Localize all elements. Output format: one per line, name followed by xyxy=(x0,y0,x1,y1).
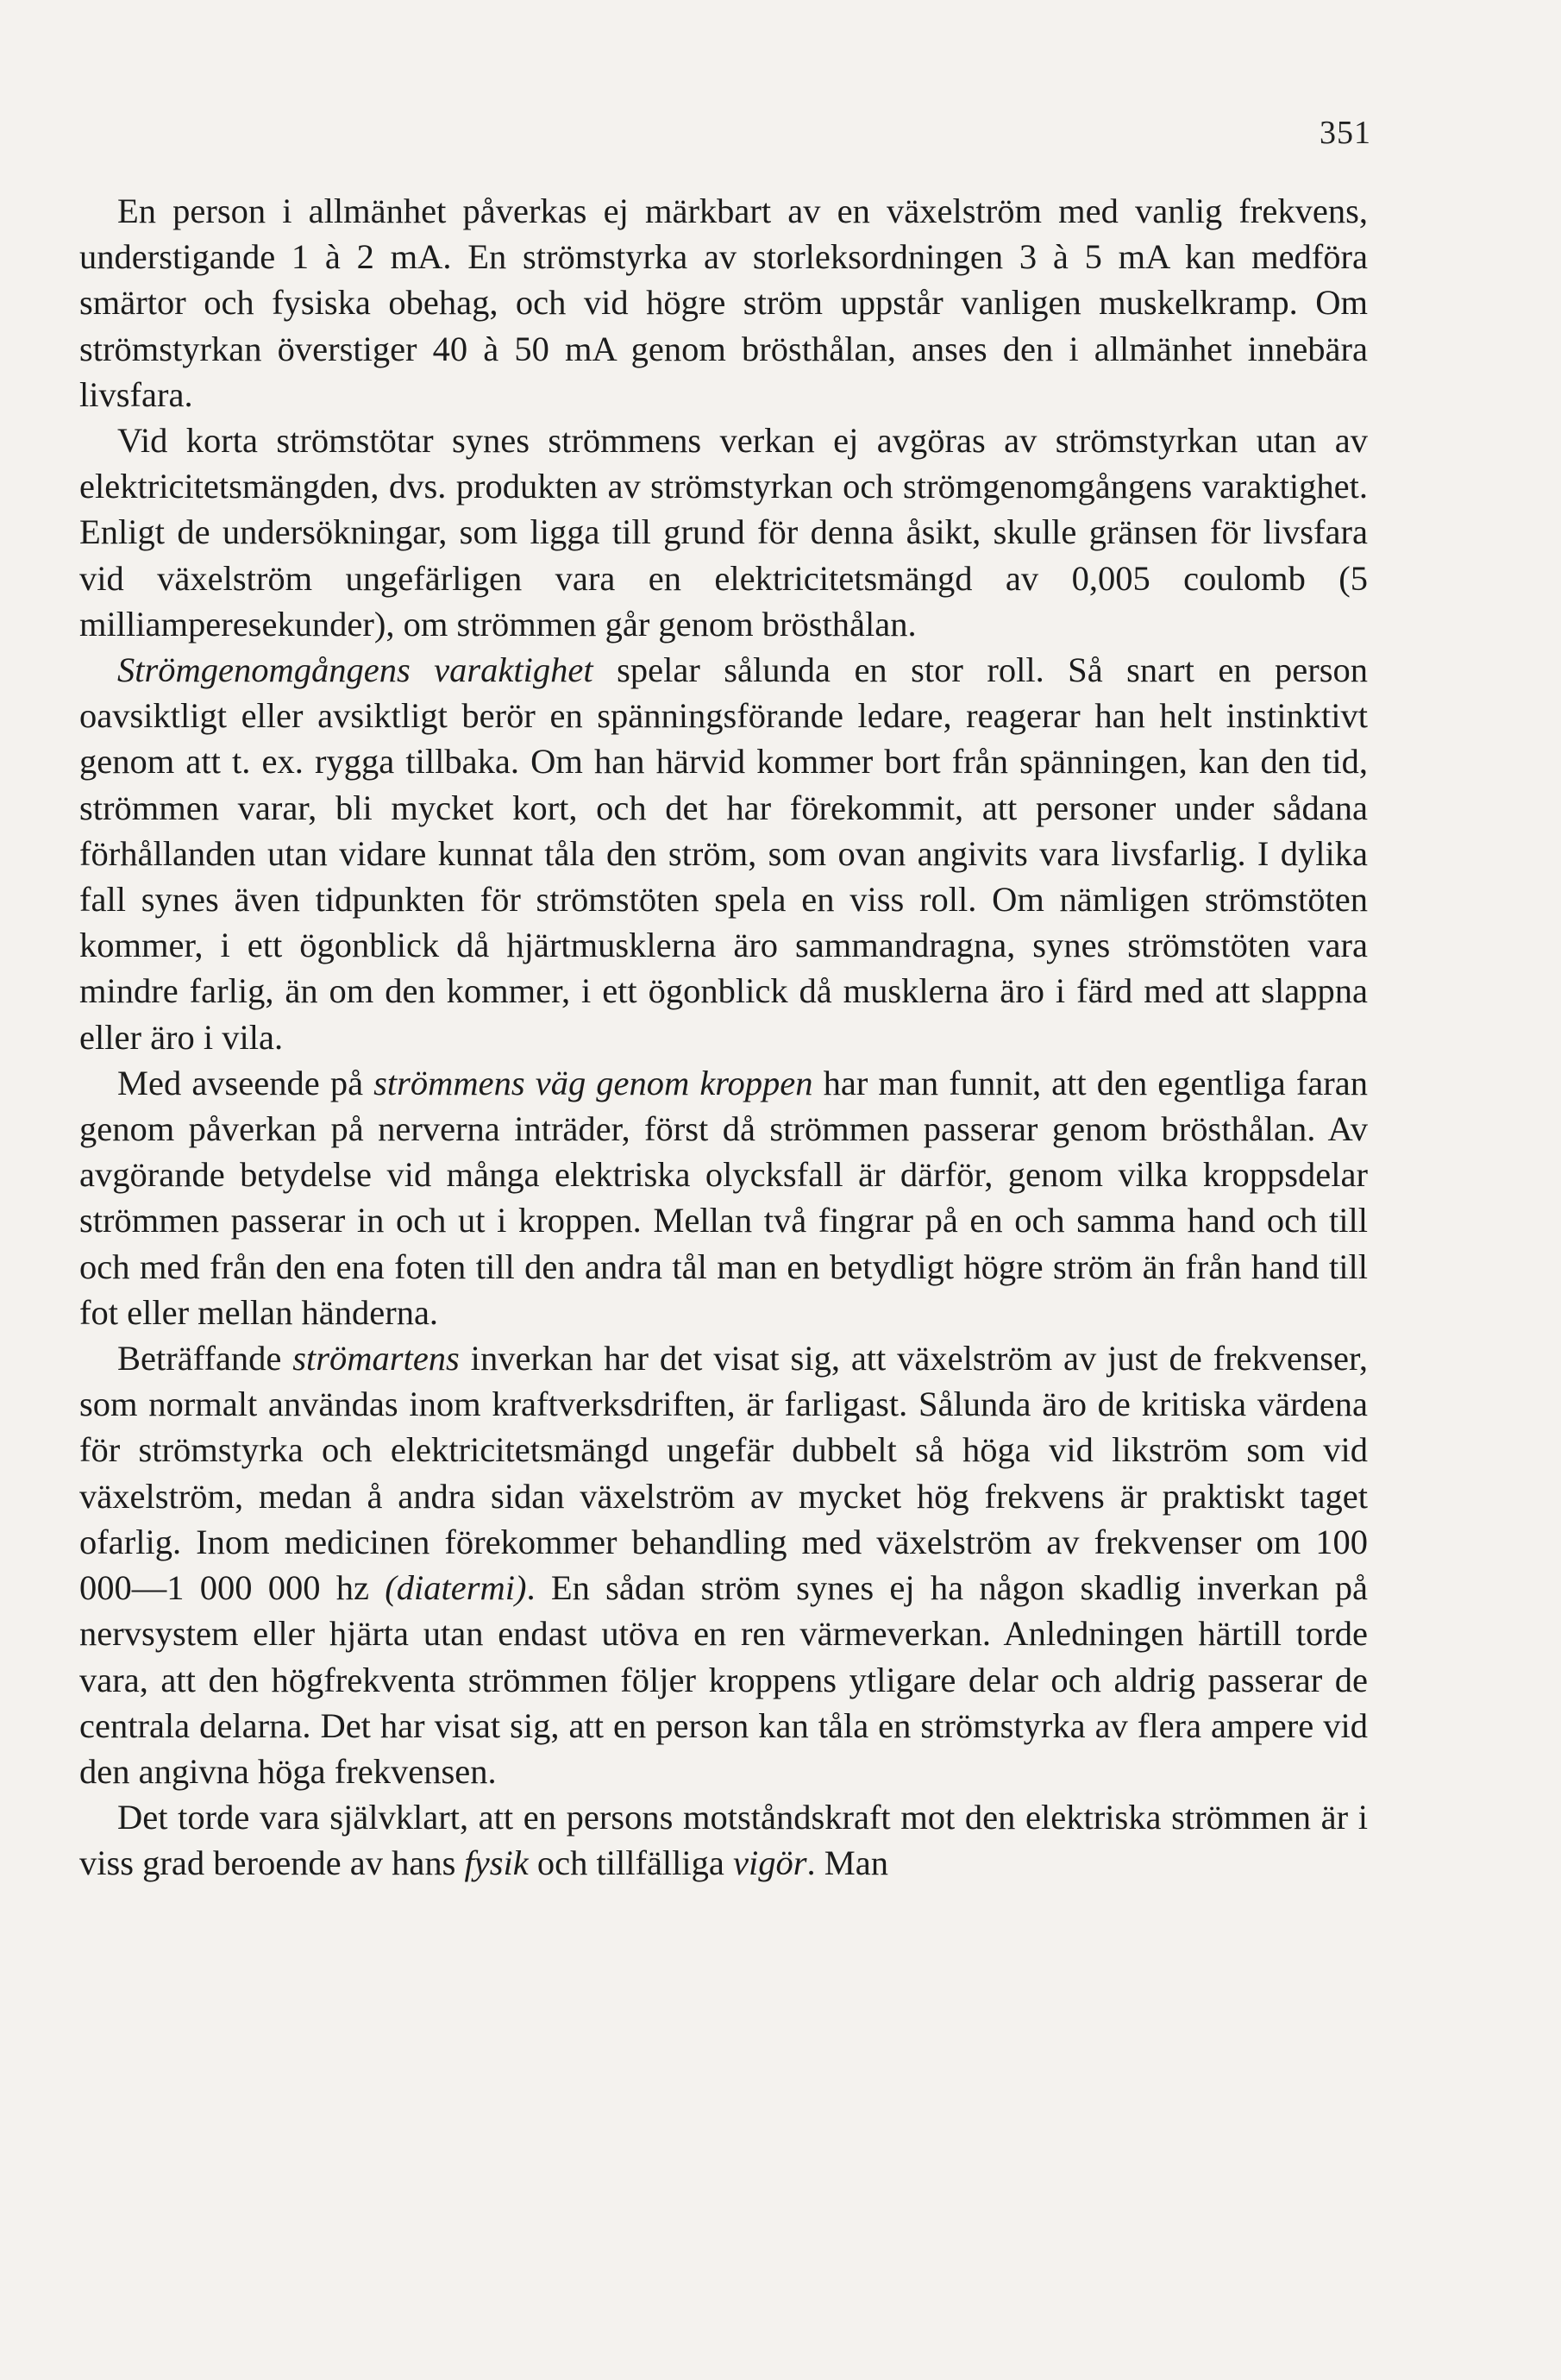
text-run: har man funnit, att den egentliga faran genom påverkan på nerverna inträder, först då strömmen passerar genom brösthålan. Av avgörande betydelse vid många elektriska olycksfall är därför, genom vilka kroppsdelar strömmen passerar in och ut i kroppen. Mellan två fingrar på en och samma hand och till och med från den ena foten till den andra tål man en betydligt högre ström än från hand till fot eller mellan händerna. xyxy=(79,1063,1368,1332)
body-text xyxy=(79,188,1368,1887)
italic-text: strömartens xyxy=(292,1339,460,1378)
paragraph xyxy=(79,188,1368,418)
paragraph xyxy=(79,1794,1368,1886)
paragraph xyxy=(79,1335,1368,1794)
paragraph xyxy=(79,1060,1368,1335)
text-run: Vid korta strömstötar synes strömmens verkan ej avgöras av strömstyrkan utan av elektricitetsmängden, dvs. produkten av strömstyrkan och strömgenomgångens varaktighet. Enligt de undersökningar, som ligga till grund för denna åsikt, skulle gränsen för livsfara vid växelström ungefärligen vara en elektricitetsmängd av 0,005 coulomb (5 milliamperesekunder), om strömmen går genom brösthålan. xyxy=(79,421,1368,644)
text-run: och tillfälliga xyxy=(528,1843,734,1883)
paragraph xyxy=(79,418,1368,647)
page-number: 351 xyxy=(1320,115,1371,151)
italic-text: strömmens väg genom kroppen xyxy=(373,1063,813,1102)
text-run: En person i allmänhet påverkas ej märkbart av en växelström med vanlig frekvens, understigande 1 à 2 mA. En strömstyrka av storleksordningen 3 à 5 mA kan medföra smärtor och fysiska obehag, och vid högre ström uppstår vanligen muskelkramp. Om strömstyrkan överstiger 40 à 50 mA genom brösthålan, anses den i allmänhet innebära livsfara. xyxy=(79,192,1368,414)
italic-text: vigör xyxy=(733,1843,807,1883)
text-run: Beträffande xyxy=(117,1339,293,1378)
text-run: spelar sålunda en stor roll. Så snart en person oavsiktligt eller avsiktligt berör en spänningsförande ledare, reagerar han helt instinktivt genom att t. ex. rygga tillbaka. Om han härvid kommer bort från spänningen, kan den tid, strömmen varar, bli mycket kort, och det har förekommit, att personer under sådana förhållanden utan vidare kunnat tåla den ström, som ovan angivits vara livsfarlig. I dylika fall synes även tidpunkten för strömstöten spela en viss roll. Om nämligen strömstöten kommer, i ett ögonblick då hjärtmusklerna äro sammandragna, synes strömstöten vara mindre farlig, än om den kommer, i ett ögonblick då musklerna äro i färd med att slappna eller äro i vila. xyxy=(79,650,1369,1057)
text-run: Med avseende på xyxy=(117,1063,374,1102)
italic-text: (diatermi) xyxy=(385,1568,527,1608)
text-run: inverkan har det visat sig, att växelström av just de frekvenser, som normalt användas inom kraftverksdriften, är farligast. Sålunda äro de kritiska värdena för strömstyrka och elektricitetsmängd ungefär dubbelt så höga vid likström som vid växelström, medan å andra sidan växelström av mycket hög frekvens är praktiskt taget ofarlig. Inom medicinen förekommer behandling med växelström av frekvenser om 100 000—1 000 000 hz xyxy=(79,1339,1368,1608)
text-run: . Man xyxy=(806,1843,889,1883)
italic-text: Strömgenomgångens varaktighet xyxy=(117,650,593,690)
text-run: . En sådan ström synes ej ha någon skadlig inverkan på nervsystem eller hjärta utan endast utöva en ren värmeverkan. Anledningen härtill torde vara, att den högfrekventa strömmen följer kroppens ytligare delar och aldrig passerar de centrala delarna. Det har visat sig, att en person kan tåla en strömstyrka av flera ampere vid den angivna höga frekvensen. xyxy=(79,1568,1368,1791)
italic-text: fysik xyxy=(464,1843,529,1883)
paragraph xyxy=(79,647,1368,1060)
text-run: Det torde vara självklart, att en persons motståndskraft mot den elektriska strömmen är i viss grad beroende av hans xyxy=(79,1798,1368,1883)
